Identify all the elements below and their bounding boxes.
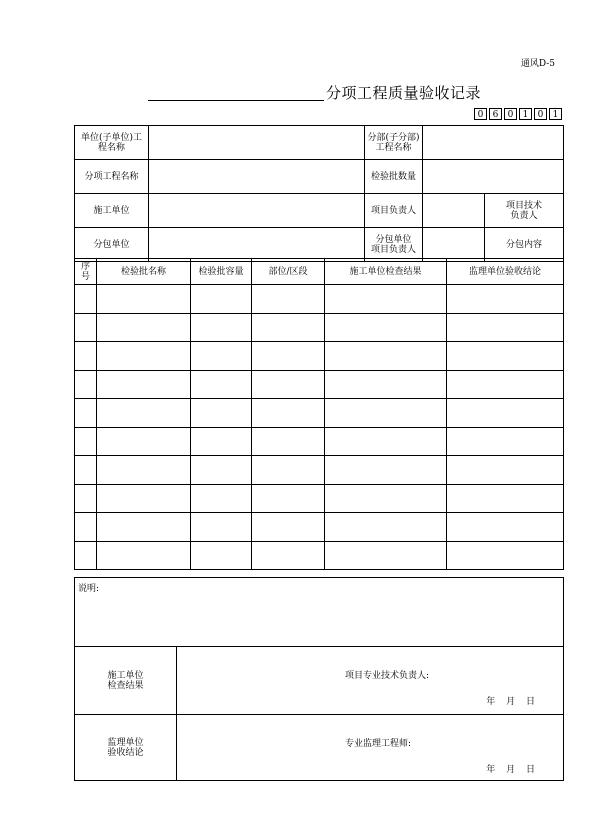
form-code: 通风D-5	[520, 59, 555, 69]
seq-cell[interactable]	[75, 541, 97, 570]
table-row	[75, 427, 564, 456]
number-box: 1	[549, 108, 562, 120]
contractor-result-cell[interactable]	[325, 484, 447, 513]
record-number-boxes	[474, 108, 562, 120]
page-title: 分项工程质量验收记录	[326, 84, 482, 102]
table-row	[75, 370, 564, 399]
supervisor-conclusion-cell[interactable]	[447, 285, 564, 314]
sub-project-manager-label: 分包单位 项目负责人	[365, 228, 423, 262]
seq-cell[interactable]	[75, 285, 97, 314]
col-header-batch-name: 检验批名称	[97, 259, 191, 285]
batch-capacity-cell[interactable]	[191, 541, 252, 570]
batch-capacity-cell[interactable]	[191, 513, 252, 542]
number-box: 6	[489, 108, 502, 120]
contractor-result-cell[interactable]	[325, 370, 447, 399]
sub-content-label: 分包内容	[485, 228, 564, 262]
seq-cell[interactable]	[75, 427, 97, 456]
table-row	[75, 313, 564, 342]
unit-project-name-label: 单位(子单位)工 程名称	[75, 126, 149, 160]
seq-cell[interactable]	[75, 513, 97, 542]
supervisor-conclusion-label: 监理单位 验收结论	[75, 715, 177, 781]
remarks-label: 说明:	[78, 584, 100, 594]
title-blank-line[interactable]	[148, 100, 324, 101]
batch-capacity-cell[interactable]	[191, 427, 252, 456]
number-box: 0	[504, 108, 517, 120]
table-row	[75, 342, 564, 371]
batch-name-cell[interactable]	[97, 399, 191, 428]
supervisor-engineer-label: 专业监理工程师:	[345, 739, 412, 749]
inspection-batch-table	[74, 258, 564, 570]
batch-name-cell[interactable]	[97, 427, 191, 456]
sub-division-name-label: 分部(子分部) 工程名称	[365, 126, 423, 160]
col-header-supervisor-conclusion: 监理单位验收结论	[447, 259, 564, 285]
location-cell[interactable]	[252, 484, 325, 513]
number-box: 1	[519, 108, 532, 120]
batch-capacity-cell[interactable]	[191, 313, 252, 342]
supervisor-conclusion-cell[interactable]	[447, 370, 564, 399]
contractor-date: 年 月 日	[486, 697, 536, 707]
contractor-result-cell[interactable]	[325, 342, 447, 371]
batch-name-cell[interactable]	[97, 513, 191, 542]
batch-capacity-cell[interactable]	[191, 342, 252, 371]
batch-name-cell[interactable]	[97, 370, 191, 399]
col-header-contractor-result: 施工单位检查结果	[325, 259, 447, 285]
contractor-result-cell[interactable]	[325, 399, 447, 428]
batch-name-cell[interactable]	[97, 313, 191, 342]
sub-project-manager-field[interactable]	[423, 228, 485, 262]
table-row	[75, 399, 564, 428]
supervisor-conclusion-cell[interactable]	[447, 427, 564, 456]
unit-project-name-field[interactable]	[149, 126, 365, 160]
subcontractor-field[interactable]	[149, 228, 365, 262]
seq-cell[interactable]	[75, 456, 97, 485]
supervisor-conclusion-cell[interactable]	[447, 541, 564, 570]
batch-capacity-cell[interactable]	[191, 456, 252, 485]
location-cell[interactable]	[252, 370, 325, 399]
subcontractor-label: 分包单位	[75, 228, 149, 262]
batch-count-field[interactable]	[423, 160, 564, 194]
seq-cell[interactable]	[75, 484, 97, 513]
contractor-result-cell[interactable]	[325, 541, 447, 570]
seq-cell[interactable]	[75, 399, 97, 428]
subitem-name-field[interactable]	[149, 160, 365, 194]
batch-name-cell[interactable]	[97, 456, 191, 485]
supervisor-conclusion-cell[interactable]	[447, 399, 564, 428]
location-cell[interactable]	[252, 313, 325, 342]
supervisor-conclusion-cell[interactable]	[447, 513, 564, 542]
contractor-result-cell[interactable]	[325, 427, 447, 456]
col-header-location: 部位/区段	[252, 259, 325, 285]
contractor-check-label: 施工单位 检查结果	[75, 647, 177, 715]
batch-name-cell[interactable]	[97, 541, 191, 570]
location-cell[interactable]	[252, 513, 325, 542]
batch-capacity-cell[interactable]	[191, 285, 252, 314]
remarks-area[interactable]	[75, 578, 564, 647]
contractor-result-cell[interactable]	[325, 456, 447, 485]
seq-cell[interactable]	[75, 370, 97, 399]
batch-capacity-cell[interactable]	[191, 370, 252, 399]
supervisor-conclusion-cell[interactable]	[447, 456, 564, 485]
project-manager-label: 项目负责人	[365, 194, 423, 228]
col-header-batch-capacity: 检验批容量	[191, 259, 252, 285]
supervisor-conclusion-cell[interactable]	[447, 342, 564, 371]
location-cell[interactable]	[252, 342, 325, 371]
supervisor-conclusion-cell[interactable]	[447, 313, 564, 342]
table-body	[75, 285, 564, 570]
location-cell[interactable]	[252, 541, 325, 570]
signoff-table	[74, 577, 564, 781]
batch-name-cell[interactable]	[97, 342, 191, 371]
batch-count-label: 检验批数量	[365, 160, 423, 194]
tech-manager-label: 项目技术 负责人	[485, 194, 564, 228]
location-cell[interactable]	[252, 399, 325, 428]
number-box: 0	[474, 108, 487, 120]
location-cell[interactable]	[252, 456, 325, 485]
contractor-result-cell[interactable]	[325, 313, 447, 342]
contractor-signoff-field[interactable]	[177, 647, 564, 715]
location-cell[interactable]	[252, 285, 325, 314]
location-cell[interactable]	[252, 427, 325, 456]
subitem-name-label: 分项工程名称	[75, 160, 149, 194]
contractor-result-cell[interactable]	[325, 285, 447, 314]
contractor-field[interactable]	[149, 194, 365, 228]
table-row	[75, 513, 564, 542]
supervisor-date: 年 月 日	[486, 765, 536, 775]
seq-cell[interactable]	[75, 313, 97, 342]
contractor-tech-lead-label: 项目专业技术负责人:	[345, 671, 430, 681]
project-manager-field[interactable]	[423, 194, 485, 228]
table-row	[75, 285, 564, 314]
batch-name-cell[interactable]	[97, 484, 191, 513]
supervisor-conclusion-cell[interactable]	[447, 484, 564, 513]
batch-name-cell[interactable]	[97, 285, 191, 314]
table-row	[75, 541, 564, 570]
project-info-table	[74, 125, 564, 262]
sub-division-name-field[interactable]	[423, 126, 564, 160]
contractor-label: 施工单位	[75, 194, 149, 228]
supervisor-signoff-field[interactable]	[177, 715, 564, 781]
table-header-row	[75, 259, 564, 285]
batch-capacity-cell[interactable]	[191, 399, 252, 428]
contractor-result-cell[interactable]	[325, 513, 447, 542]
batch-capacity-cell[interactable]	[191, 484, 252, 513]
col-header-seq: 序 号	[75, 259, 97, 285]
number-box: 0	[534, 108, 547, 120]
table-row	[75, 484, 564, 513]
table-row	[75, 456, 564, 485]
seq-cell[interactable]	[75, 342, 97, 371]
